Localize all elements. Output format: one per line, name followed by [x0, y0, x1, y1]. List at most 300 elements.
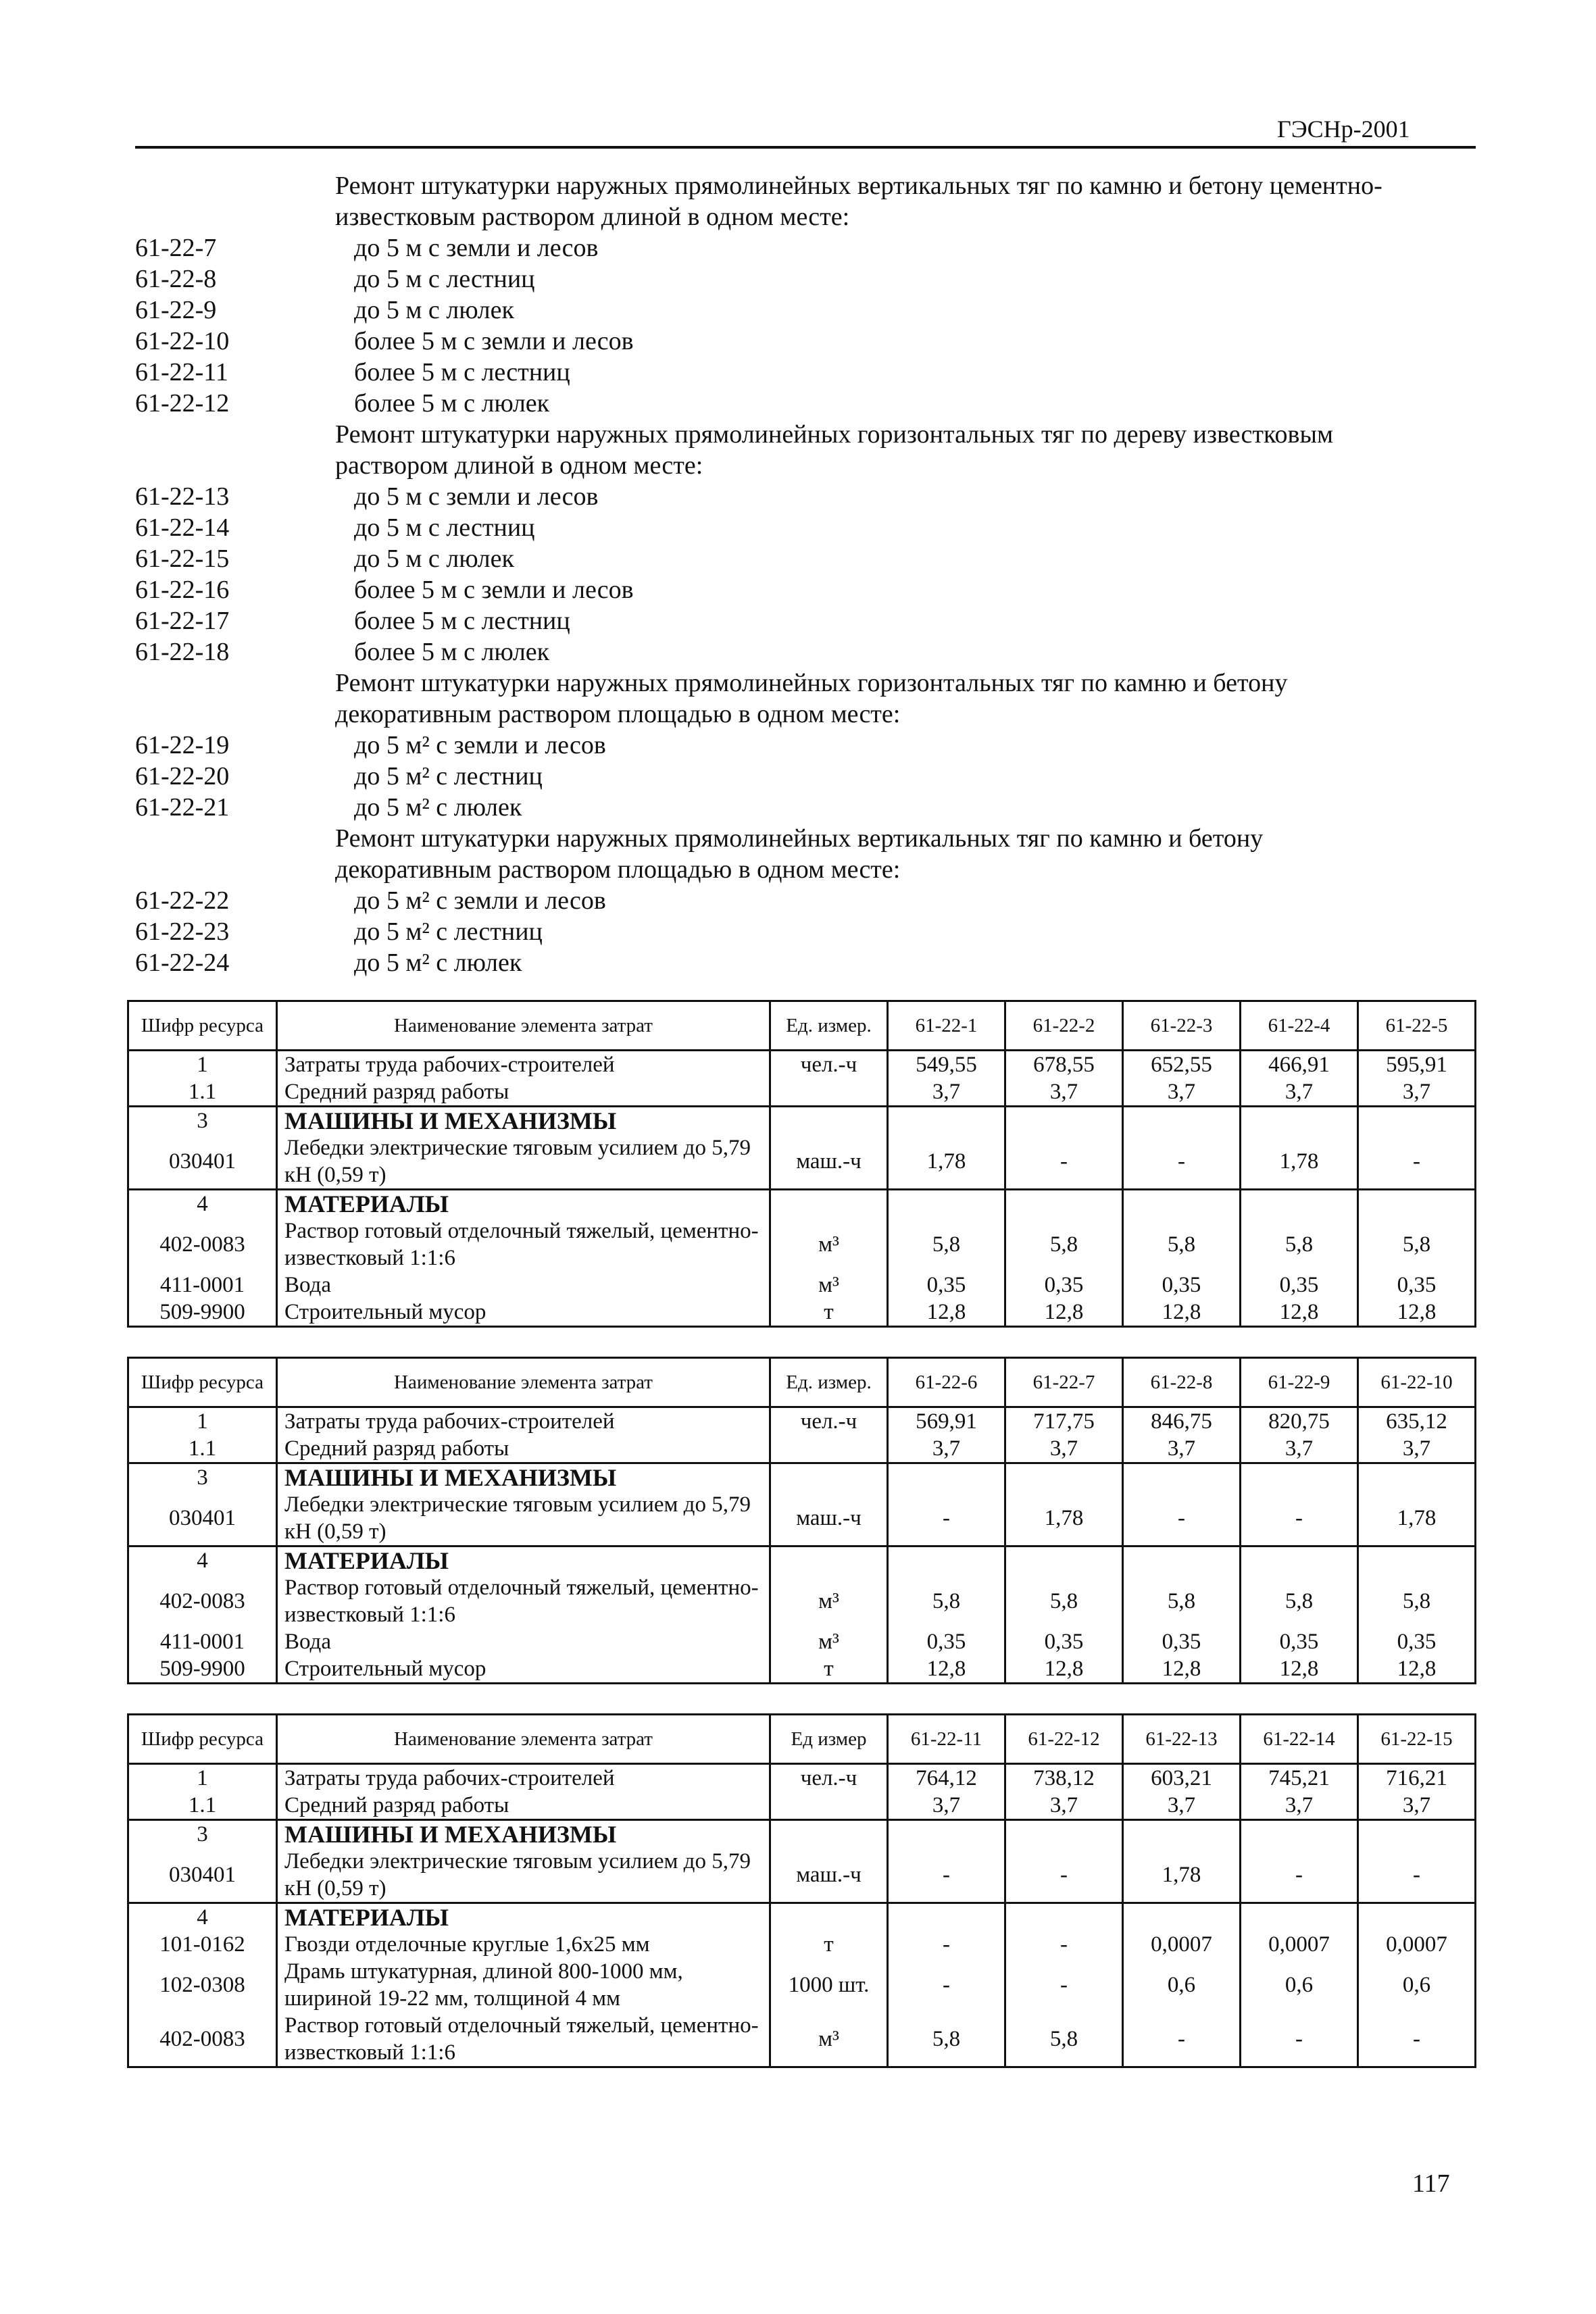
value-cell: 3,7 [1358, 1078, 1476, 1107]
value-cell [1241, 1463, 1358, 1492]
resource-code-cell: 102-0308 [128, 1958, 277, 2012]
norm-code: 61-22-19 [135, 731, 230, 759]
value-cell: - [1241, 2012, 1358, 2067]
value-cell [1005, 1820, 1123, 1848]
value-cell: 595,91 [1358, 1051, 1476, 1079]
resource-table-1 [127, 1000, 1476, 1328]
table-row [128, 1792, 1476, 1820]
value-cell: 5,8 [1005, 2012, 1123, 2067]
value-cell [1358, 1107, 1476, 1135]
resource-name-cell: Раствор готовый отделочный тяжелый, цементно-известковый 1:1:6 [277, 2012, 770, 2067]
value-cell [1241, 1546, 1358, 1575]
value-cell [1123, 1903, 1241, 1932]
value-cell: 12,8 [1123, 1655, 1241, 1684]
document-code: ГЭСНр-2001 [1277, 116, 1410, 143]
value-cell: 12,8 [1005, 1655, 1123, 1684]
norm-item [135, 761, 1480, 792]
value-cell: 846,75 [1123, 1407, 1241, 1436]
unit-cell [770, 1463, 888, 1492]
norm-code: 61-22-9 [135, 296, 217, 324]
page-number: 117 [1412, 2169, 1450, 2198]
value-cell: 569,91 [888, 1407, 1005, 1436]
unit-cell: чел.-ч [770, 1051, 888, 1079]
value-cell: 5,8 [1005, 1574, 1123, 1628]
value-cell: 3,7 [1123, 1435, 1241, 1463]
value-cell: 549,55 [888, 1051, 1005, 1079]
resource-name-cell: Затраты труда рабочих-строителей [277, 1051, 770, 1079]
value-cell: 0,6 [1123, 1958, 1241, 2012]
value-cell: 466,91 [1241, 1051, 1358, 1079]
unit-cell: м³ [770, 1217, 888, 1272]
section-heading-line [135, 854, 1480, 885]
value-cell [1005, 1107, 1123, 1135]
value-cell: 3,7 [1005, 1435, 1123, 1463]
value-cell: - [1241, 1848, 1358, 1903]
resource-code-cell: 509-9900 [128, 1299, 277, 1327]
norm-code [135, 201, 335, 232]
norm-code [135, 419, 335, 450]
value-cell: - [888, 1958, 1005, 2012]
resource-name-cell: Раствор готовый отделочный тяжелый, цементно-известковый 1:1:6 [277, 1574, 770, 1628]
value-cell: 5,8 [1241, 1574, 1358, 1628]
unit-cell [770, 1107, 888, 1135]
value-cell: - [1005, 1931, 1123, 1958]
value-cell: 3,7 [888, 1078, 1005, 1107]
resource-name-cell: Средний разряд работы [277, 1792, 770, 1820]
table-row [128, 1107, 1476, 1135]
norm-item [135, 357, 1480, 388]
resource-code-cell: 1.1 [128, 1078, 277, 1107]
norm-description: до 5 м² с люлек [354, 949, 522, 977]
unit-cell: 1000 шт. [770, 1958, 888, 2012]
section-heading-line [135, 699, 1480, 730]
norm-items-list [135, 170, 1480, 978]
column-header: 61-22-13 [1123, 1715, 1241, 1764]
norm-description: Ремонт штукатурки наружных прямолинейных горизонтальных тяг по дереву известковым [335, 420, 1334, 449]
norm-code: 61-22-11 [135, 358, 228, 386]
norm-code: 61-22-17 [135, 607, 230, 635]
norm-description: Ремонт штукатурки наружных прямолинейных горизонтальных тяг по камню и бетону [335, 669, 1288, 697]
value-cell: 5,8 [888, 1574, 1005, 1628]
unit-cell [770, 1903, 888, 1932]
resource-code-cell: 3 [128, 1107, 277, 1135]
norm-description: до 5 м² с земли и лесов [354, 886, 606, 915]
value-cell: - [1123, 1134, 1241, 1190]
value-cell: 3,7 [1123, 1792, 1241, 1820]
value-cell: 0,35 [1005, 1628, 1123, 1655]
table-row [128, 1272, 1476, 1299]
norm-code: 61-22-14 [135, 513, 230, 542]
resource-name-cell: Драмь штукатурная, длиной 800-1000 мм, шириной 19-22 мм, толщиной 4 мм [277, 1958, 770, 2012]
value-cell: 1,78 [1005, 1491, 1123, 1546]
value-cell: 3,7 [888, 1435, 1005, 1463]
value-cell: 3,7 [1005, 1792, 1123, 1820]
value-cell [1123, 1463, 1241, 1492]
value-cell: 0,35 [1005, 1272, 1123, 1299]
value-cell [1241, 1107, 1358, 1135]
resource-table-3 [127, 1713, 1476, 2068]
table-row [128, 2012, 1476, 2067]
table-row [128, 1848, 1476, 1903]
norm-description: более 5 м с земли и лесов [354, 576, 634, 604]
table-row [128, 1190, 1476, 1218]
column-header: Наименование элемента затрат [277, 1001, 770, 1051]
norm-item [135, 295, 1480, 326]
value-cell: - [1241, 1491, 1358, 1546]
table-row [128, 1407, 1476, 1436]
resource-name-cell: Лебедки электрические тяговым усилием до 5,79 кН (0,59 т) [277, 1491, 770, 1546]
header-rule [135, 146, 1476, 149]
column-header: 61-22-9 [1241, 1358, 1358, 1407]
unit-cell: маш.-ч [770, 1848, 888, 1903]
column-header: 61-22-14 [1241, 1715, 1358, 1764]
resource-code-cell: 411-0001 [128, 1628, 277, 1655]
unit-cell [770, 1435, 888, 1463]
column-header: Ед измер [770, 1715, 888, 1764]
value-cell: 1,78 [888, 1134, 1005, 1190]
column-header: 61-22-3 [1123, 1001, 1241, 1051]
resource-code-cell: 1 [128, 1051, 277, 1079]
resource-code-cell: 3 [128, 1463, 277, 1492]
resource-name-cell: Строительный мусор [277, 1655, 770, 1684]
value-cell: 5,8 [888, 1217, 1005, 1272]
resource-code-cell: 3 [128, 1820, 277, 1848]
norm-item [135, 574, 1480, 605]
column-header: 61-22-6 [888, 1358, 1005, 1407]
resource-code-cell: 402-0083 [128, 1217, 277, 1272]
value-cell [888, 1107, 1005, 1135]
norm-code: 61-22-20 [135, 762, 230, 790]
table-row [128, 1931, 1476, 1958]
norm-code [135, 450, 335, 481]
resource-code-cell: 030401 [128, 1134, 277, 1190]
resource-name-cell: Средний разряд работы [277, 1078, 770, 1107]
value-cell: - [1358, 2012, 1476, 2067]
resource-code-cell: 1.1 [128, 1792, 277, 1820]
norm-code: 61-22-21 [135, 793, 230, 822]
norm-code: 61-22-12 [135, 389, 230, 418]
unit-cell: чел.-ч [770, 1764, 888, 1792]
value-cell: 5,8 [1123, 1217, 1241, 1272]
value-cell: 0,6 [1358, 1958, 1476, 2012]
norm-item [135, 263, 1480, 295]
value-cell [1358, 1820, 1476, 1848]
column-header: Шифр ресурса [128, 1001, 277, 1051]
value-cell [1241, 1903, 1358, 1932]
value-cell: 3,7 [1358, 1792, 1476, 1820]
column-header: 61-22-12 [1005, 1715, 1123, 1764]
value-cell: 5,8 [888, 2012, 1005, 2067]
table-row [128, 1546, 1476, 1575]
resource-code-cell: 411-0001 [128, 1272, 277, 1299]
norm-description: до 5 м с люлек [354, 545, 514, 573]
norm-description: Ремонт штукатурки наружных прямолинейных вертикальных тяг по камню и бетону [335, 824, 1264, 853]
resource-name-cell: Раствор готовый отделочный тяжелый, цементно-известковый 1:1:6 [277, 1217, 770, 1272]
value-cell: 764,12 [888, 1764, 1005, 1792]
value-cell: - [1123, 1491, 1241, 1546]
norm-code: 61-22-24 [135, 949, 230, 977]
resource-name-cell: Вода [277, 1628, 770, 1655]
unit-cell [770, 1820, 888, 1848]
table-row [128, 1628, 1476, 1655]
resource-name-cell: Затраты труда рабочих-строителей [277, 1407, 770, 1436]
resource-code-cell: 402-0083 [128, 2012, 277, 2067]
unit-cell: чел.-ч [770, 1407, 888, 1436]
value-cell: 716,21 [1358, 1764, 1476, 1792]
value-cell: 0,0007 [1123, 1931, 1241, 1958]
column-header: Шифр ресурса [128, 1715, 277, 1764]
resource-code-cell: 1.1 [128, 1435, 277, 1463]
value-cell: 678,55 [1005, 1051, 1123, 1079]
unit-cell: маш.-ч [770, 1491, 888, 1546]
resource-name-cell: Средний разряд работы [277, 1435, 770, 1463]
unit-cell: м³ [770, 1628, 888, 1655]
value-cell [1005, 1546, 1123, 1575]
norm-item [135, 792, 1480, 823]
value-cell: 1,78 [1123, 1848, 1241, 1903]
norm-code [135, 170, 335, 201]
value-cell: 5,8 [1123, 1574, 1241, 1628]
value-cell: 12,8 [1358, 1655, 1476, 1684]
value-cell: 3,7 [1358, 1435, 1476, 1463]
resource-code-cell: 030401 [128, 1848, 277, 1903]
resource-code-cell: 4 [128, 1546, 277, 1575]
value-cell: 745,21 [1241, 1764, 1358, 1792]
value-cell: 12,8 [1123, 1299, 1241, 1327]
section-heading-line [135, 823, 1480, 854]
norm-description: декоративным раствором площадью в одном месте: [335, 855, 901, 884]
column-header: Наименование элемента затрат [277, 1715, 770, 1764]
value-cell: 12,8 [888, 1299, 1005, 1327]
value-cell [1005, 1903, 1123, 1932]
column-header: 61-22-8 [1123, 1358, 1241, 1407]
norm-description: более 5 м с земли и лесов [354, 327, 634, 355]
value-cell [1123, 1190, 1241, 1218]
table-row [128, 1134, 1476, 1190]
resource-name-cell: МАШИНЫ И МЕХАНИЗМЫ [277, 1107, 770, 1135]
norm-description: до 5 м² с люлек [354, 793, 522, 822]
unit-cell: м³ [770, 2012, 888, 2067]
value-cell [1123, 1820, 1241, 1848]
table-row [128, 1764, 1476, 1792]
table-row [128, 1078, 1476, 1107]
value-cell: - [888, 1848, 1005, 1903]
value-cell [888, 1546, 1005, 1575]
column-header: 61-22-10 [1358, 1358, 1476, 1407]
value-cell: 820,75 [1241, 1407, 1358, 1436]
norm-code [135, 699, 335, 730]
table-row [128, 1574, 1476, 1628]
norm-code: 61-22-23 [135, 917, 230, 946]
table-header-row [128, 1001, 1476, 1051]
resource-name-cell: Лебедки электрические тяговым усилием до 5,79 кН (0,59 т) [277, 1848, 770, 1903]
section-heading-line [135, 201, 1480, 232]
norm-item [135, 512, 1480, 543]
value-cell [1005, 1190, 1123, 1218]
norm-item [135, 916, 1480, 947]
value-cell [1241, 1190, 1358, 1218]
table-row [128, 1299, 1476, 1327]
value-cell: 0,0007 [1358, 1931, 1476, 1958]
norm-code: 61-22-15 [135, 545, 230, 573]
value-cell: 12,8 [1241, 1299, 1358, 1327]
value-cell [1241, 1820, 1358, 1848]
value-cell: 3,7 [1005, 1078, 1123, 1107]
value-cell: 0,35 [888, 1272, 1005, 1299]
norm-code [135, 823, 335, 854]
value-cell [1358, 1190, 1476, 1218]
unit-cell [770, 1792, 888, 1820]
value-cell [1005, 1463, 1123, 1492]
norm-description: до 5 м² с земли и лесов [354, 731, 606, 759]
norm-code: 61-22-18 [135, 638, 230, 666]
resource-name-cell: МАШИНЫ И МЕХАНИЗМЫ [277, 1463, 770, 1492]
norm-item [135, 730, 1480, 761]
table-row [128, 1051, 1476, 1079]
resource-code-cell: 509-9900 [128, 1655, 277, 1684]
value-cell: 1,78 [1241, 1134, 1358, 1190]
value-cell: 0,35 [1241, 1628, 1358, 1655]
norm-description: до 5 м с земли и лесов [354, 482, 599, 511]
unit-cell: т [770, 1655, 888, 1684]
value-cell [1358, 1463, 1476, 1492]
resource-name-cell: МАШИНЫ И МЕХАНИЗМЫ [277, 1820, 770, 1848]
value-cell: 0,35 [1358, 1628, 1476, 1655]
norm-item [135, 388, 1480, 419]
norm-description: Ремонт штукатурки наружных прямолинейных вертикальных тяг по камню и бетону цементно- [335, 172, 1382, 200]
table-row [128, 1655, 1476, 1684]
value-cell: 0,35 [1241, 1272, 1358, 1299]
resource-code-cell: 1 [128, 1407, 277, 1436]
value-cell: 0,35 [888, 1628, 1005, 1655]
norm-description: до 5 м с лестниц [354, 265, 535, 293]
column-header: 61-22-1 [888, 1001, 1005, 1051]
norm-item [135, 481, 1480, 512]
value-cell: 12,8 [888, 1655, 1005, 1684]
value-cell: - [1005, 1134, 1123, 1190]
value-cell: 5,8 [1358, 1574, 1476, 1628]
value-cell: 3,7 [1241, 1078, 1358, 1107]
value-cell [888, 1190, 1005, 1218]
table-row [128, 1491, 1476, 1546]
resource-code-cell: 4 [128, 1903, 277, 1932]
unit-cell: т [770, 1931, 888, 1958]
resource-name-cell: МАТЕРИАЛЫ [277, 1546, 770, 1575]
value-cell [1123, 1107, 1241, 1135]
resource-code-cell: 1 [128, 1764, 277, 1792]
resource-code-cell: 030401 [128, 1491, 277, 1546]
unit-cell [770, 1546, 888, 1575]
column-header: Ед. измер. [770, 1001, 888, 1051]
norm-code: 61-22-10 [135, 327, 230, 355]
value-cell: 3,7 [888, 1792, 1005, 1820]
value-cell: 5,8 [1005, 1217, 1123, 1272]
resource-name-cell: Затраты труда рабочих-строителей [277, 1764, 770, 1792]
resource-name-cell: Вода [277, 1272, 770, 1299]
norm-description: до 5 м² с лестниц [354, 762, 543, 790]
resource-code-cell: 101-0162 [128, 1931, 277, 1958]
value-cell [1358, 1546, 1476, 1575]
norm-description: более 5 м с люлек [354, 389, 550, 418]
value-cell: - [888, 1491, 1005, 1546]
resource-name-cell: Гвозди отделочные круглые 1,6х25 мм [277, 1931, 770, 1958]
value-cell: - [888, 1931, 1005, 1958]
unit-cell: маш.-ч [770, 1134, 888, 1190]
value-cell: - [1123, 2012, 1241, 2067]
unit-cell: м³ [770, 1272, 888, 1299]
unit-cell [770, 1190, 888, 1218]
section-heading-line [135, 450, 1480, 481]
norm-description: более 5 м с лестниц [354, 607, 570, 635]
value-cell [888, 1820, 1005, 1848]
value-cell: 0,35 [1123, 1628, 1241, 1655]
unit-cell: т [770, 1299, 888, 1327]
norm-description: более 5 м с лестниц [354, 358, 570, 386]
value-cell: - [1358, 1134, 1476, 1190]
table-header-row [128, 1715, 1476, 1764]
value-cell: 652,55 [1123, 1051, 1241, 1079]
norm-code [135, 668, 335, 699]
norm-description: известковым раствором длиной в одном месте: [335, 203, 850, 231]
norm-code [135, 854, 335, 885]
value-cell: - [1358, 1848, 1476, 1903]
norm-description: до 5 м с лестниц [354, 513, 535, 542]
column-header: 61-22-5 [1358, 1001, 1476, 1051]
value-cell: 635,12 [1358, 1407, 1476, 1436]
column-header: 61-22-11 [888, 1715, 1005, 1764]
norm-item [135, 605, 1480, 636]
column-header: 61-22-4 [1241, 1001, 1358, 1051]
value-cell: 12,8 [1358, 1299, 1476, 1327]
value-cell: 1,78 [1358, 1491, 1476, 1546]
column-header: Шифр ресурса [128, 1358, 277, 1407]
value-cell: 5,8 [1358, 1217, 1476, 1272]
norm-item [135, 636, 1480, 668]
table-row [128, 1903, 1476, 1932]
resource-code-cell: 402-0083 [128, 1574, 277, 1628]
resource-table-2 [127, 1357, 1476, 1684]
column-header: 61-22-2 [1005, 1001, 1123, 1051]
value-cell [1123, 1546, 1241, 1575]
unit-cell: м³ [770, 1574, 888, 1628]
resource-name-cell: МАТЕРИАЛЫ [277, 1190, 770, 1218]
table-row [128, 1217, 1476, 1272]
norm-description: более 5 м с люлек [354, 638, 550, 666]
column-header: 61-22-15 [1358, 1715, 1476, 1764]
section-heading-line [135, 419, 1480, 450]
value-cell: 738,12 [1005, 1764, 1123, 1792]
value-cell: 0,35 [1358, 1272, 1476, 1299]
norm-item [135, 885, 1480, 916]
resource-code-cell: 4 [128, 1190, 277, 1218]
table-row [128, 1820, 1476, 1848]
norm-description: до 5 м с земли и лесов [354, 234, 599, 262]
value-cell: 12,8 [1005, 1299, 1123, 1327]
norm-item [135, 326, 1480, 357]
norm-description: раствором длиной в одном месте: [335, 451, 703, 480]
value-cell: 0,6 [1241, 1958, 1358, 2012]
column-header: Ед. измер. [770, 1358, 888, 1407]
value-cell [888, 1463, 1005, 1492]
column-header: 61-22-7 [1005, 1358, 1123, 1407]
norm-code: 61-22-13 [135, 482, 230, 511]
norm-description: декоративным раствором площадью в одном месте: [335, 700, 901, 728]
norm-description: до 5 м с люлек [354, 296, 514, 324]
norm-item [135, 947, 1480, 978]
resource-name-cell: МАТЕРИАЛЫ [277, 1903, 770, 1932]
value-cell: 3,7 [1241, 1435, 1358, 1463]
norm-description: до 5 м² с лестниц [354, 917, 543, 946]
